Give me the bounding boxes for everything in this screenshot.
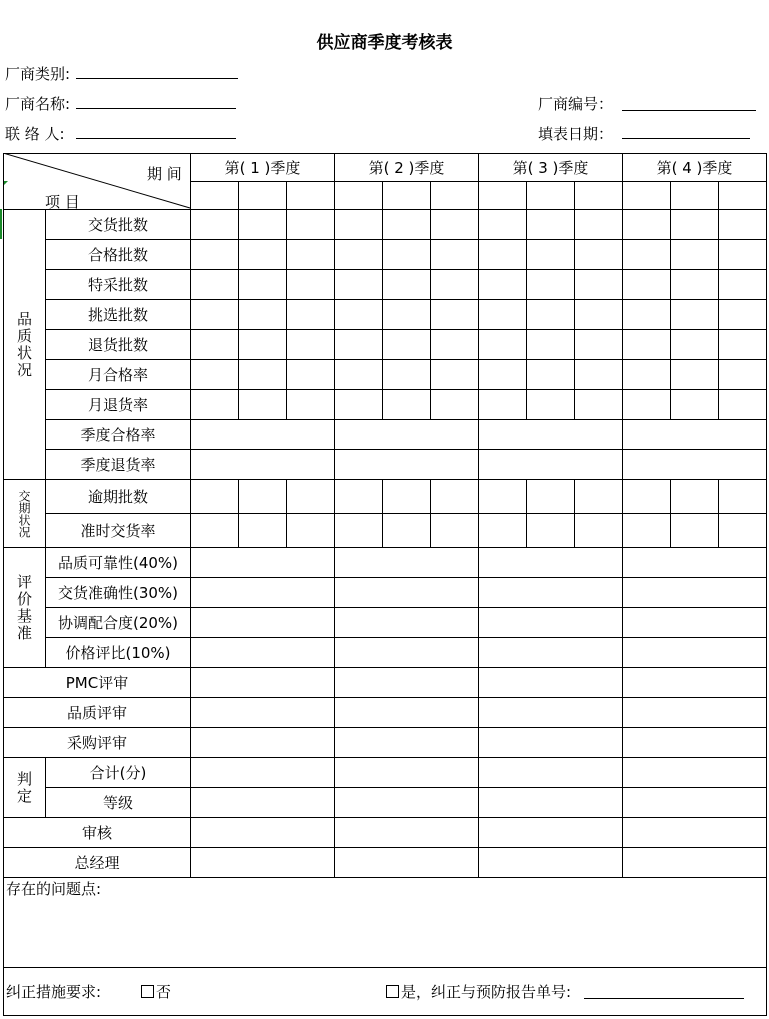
data-cell[interactable] [478, 637, 623, 668]
contact-field[interactable] [76, 138, 236, 139]
data-cell[interactable] [718, 299, 767, 330]
data-cell[interactable] [670, 479, 719, 514]
data-cell[interactable] [526, 513, 575, 548]
delivery-row-label-text: 逾期批数 [87, 488, 148, 506]
corner-item-label: 项 目 [45, 193, 80, 211]
problems-label: 存在的问题点: [6, 880, 102, 898]
data-cell[interactable] [430, 209, 479, 240]
data-cell[interactable] [574, 513, 623, 548]
data-cell[interactable] [478, 299, 527, 330]
review-row-label [3, 727, 191, 758]
data-cell[interactable] [190, 607, 335, 638]
data-cell[interactable] [190, 667, 335, 698]
judge-row-label [45, 787, 191, 818]
data-cell[interactable] [622, 419, 767, 450]
delivery-row-label-text: 准时交货率 [80, 522, 156, 540]
data-cell[interactable] [718, 269, 767, 300]
delivery-row-label [45, 479, 191, 514]
data-cell[interactable] [574, 299, 623, 330]
data-cell[interactable] [238, 269, 287, 300]
data-cell[interactable] [478, 667, 623, 698]
data-cell[interactable] [622, 209, 671, 240]
quality-row-label-text: 退货批数 [87, 336, 148, 354]
data-cell[interactable] [382, 389, 431, 420]
quarter-header-text: 第( 1 )季度 [224, 159, 301, 177]
data-cell[interactable] [334, 757, 479, 788]
data-cell[interactable] [382, 269, 431, 300]
data-cell[interactable] [430, 269, 479, 300]
data-cell[interactable] [622, 299, 671, 330]
data-cell[interactable] [670, 329, 719, 360]
option-yes-text: 是，纠正与预防报告单号: [401, 983, 572, 1001]
data-cell[interactable] [622, 637, 767, 668]
data-cell[interactable] [190, 479, 239, 514]
data-cell[interactable] [526, 269, 575, 300]
data-cell[interactable] [334, 727, 479, 758]
month-cell[interactable] [382, 181, 431, 210]
data-cell[interactable] [526, 299, 575, 330]
data-cell[interactable] [430, 513, 479, 548]
data-cell[interactable] [574, 209, 623, 240]
sign-row-label-text: 审核 [81, 824, 112, 842]
data-cell[interactable] [574, 389, 623, 420]
data-cell[interactable] [478, 359, 527, 390]
eval-row-label [45, 577, 191, 608]
judge-group-label-text: 判定 [15, 770, 33, 805]
data-cell[interactable] [622, 667, 767, 698]
vendor-no-field[interactable] [622, 110, 756, 111]
data-cell[interactable] [526, 359, 575, 390]
quality-row-label-text: 挑选批数 [87, 306, 148, 324]
eval-row-label-text: 交货准确性(30%) [57, 584, 179, 602]
data-cell[interactable] [622, 847, 767, 878]
data-cell[interactable] [670, 389, 719, 420]
data-cell[interactable] [190, 329, 239, 360]
data-cell[interactable] [574, 329, 623, 360]
review-row-label-text: PMC评审 [65, 674, 129, 692]
data-cell[interactable] [622, 817, 767, 848]
data-cell[interactable] [622, 269, 671, 300]
data-cell[interactable] [334, 389, 383, 420]
data-cell[interactable] [334, 479, 383, 514]
data-cell[interactable] [238, 239, 287, 270]
review-row-label [3, 697, 191, 728]
data-cell[interactable] [190, 817, 335, 848]
vendor-type-label: 厂商类别: [5, 65, 71, 83]
data-cell[interactable] [574, 479, 623, 514]
data-cell[interactable] [286, 209, 335, 240]
checkbox-no[interactable] [141, 985, 154, 998]
quality-row-label [45, 359, 191, 390]
quarter-header-text: 第( 3 )季度 [512, 159, 589, 177]
data-cell[interactable] [718, 479, 767, 514]
quality-row-label-text: 月合格率 [87, 366, 148, 384]
data-cell[interactable] [718, 359, 767, 390]
quality-group-label [3, 209, 46, 480]
data-cell[interactable] [718, 239, 767, 270]
quality-row-label [45, 209, 191, 240]
data-cell[interactable] [334, 359, 383, 390]
quarter-header [334, 153, 479, 182]
sign-row-label [3, 817, 191, 848]
data-cell[interactable] [334, 817, 479, 848]
checkbox-yes[interactable] [386, 985, 399, 998]
data-cell[interactable] [478, 209, 527, 240]
data-cell[interactable] [382, 299, 431, 330]
quarter-header [478, 153, 623, 182]
corrective-label: 纠正措施要求: [6, 983, 102, 1001]
data-cell[interactable] [334, 299, 383, 330]
quality-quarter-label-text: 季度退货率 [80, 456, 156, 474]
data-cell[interactable] [190, 209, 239, 240]
data-cell[interactable] [574, 359, 623, 390]
report-no-field[interactable] [584, 998, 744, 999]
month-cell[interactable] [574, 181, 623, 210]
data-cell[interactable] [334, 697, 479, 728]
data-cell[interactable] [190, 577, 335, 608]
data-cell[interactable] [670, 269, 719, 300]
month-cell[interactable] [718, 181, 767, 210]
month-cell[interactable] [430, 181, 479, 210]
eval-group-label [3, 547, 46, 668]
data-cell[interactable] [478, 479, 527, 514]
data-cell[interactable] [238, 359, 287, 390]
data-cell[interactable] [382, 239, 431, 270]
data-cell[interactable] [478, 817, 623, 848]
data-cell[interactable] [430, 359, 479, 390]
month-cell[interactable] [670, 181, 719, 210]
quality-quarter-label [45, 449, 191, 480]
data-cell[interactable] [430, 389, 479, 420]
delivery-group-label-text: 交期状况 [17, 489, 31, 538]
review-row-label [3, 667, 191, 698]
data-cell[interactable] [190, 299, 239, 330]
vendor-name-field[interactable] [76, 108, 236, 109]
data-cell[interactable] [478, 547, 623, 578]
data-cell[interactable] [190, 547, 335, 578]
month-cell[interactable] [286, 181, 335, 210]
contact-label: 联 络 人: [5, 125, 65, 143]
data-cell[interactable] [334, 637, 479, 668]
eval-row-label-text: 价格评比(10%) [65, 644, 171, 662]
data-cell[interactable] [334, 607, 479, 638]
data-cell[interactable] [622, 697, 767, 728]
data-cell[interactable] [286, 329, 335, 360]
data-cell[interactable] [622, 329, 671, 360]
delivery-row-label [45, 513, 191, 548]
data-cell[interactable] [382, 209, 431, 240]
data-cell[interactable] [190, 389, 239, 420]
data-cell[interactable] [526, 389, 575, 420]
data-cell[interactable] [286, 389, 335, 420]
data-cell[interactable] [622, 607, 767, 638]
quality-row-label-text: 月退货率 [87, 396, 148, 414]
quality-row-label-text: 交货批数 [87, 216, 148, 234]
data-cell[interactable] [334, 547, 479, 578]
vendor-type-field[interactable] [76, 78, 238, 79]
data-cell[interactable] [190, 847, 335, 878]
fill-date-field[interactable] [622, 138, 750, 139]
data-cell[interactable] [190, 269, 239, 300]
judge-row-label-text: 合计(分) [89, 764, 147, 782]
eval-row-label [45, 607, 191, 638]
data-cell[interactable] [526, 239, 575, 270]
data-cell[interactable] [478, 787, 623, 818]
data-cell[interactable] [190, 359, 239, 390]
data-cell[interactable] [238, 479, 287, 514]
data-cell[interactable] [190, 787, 335, 818]
month-cell[interactable] [334, 181, 383, 210]
data-cell[interactable] [478, 513, 527, 548]
data-cell[interactable] [622, 547, 767, 578]
data-cell[interactable] [478, 727, 623, 758]
data-cell[interactable] [334, 513, 383, 548]
data-cell[interactable] [190, 239, 239, 270]
data-cell[interactable] [334, 667, 479, 698]
month-cell[interactable] [622, 181, 671, 210]
problems-box[interactable] [3, 877, 767, 968]
data-cell[interactable] [382, 513, 431, 548]
data-cell[interactable] [718, 389, 767, 420]
data-cell[interactable] [478, 389, 527, 420]
data-cell[interactable] [238, 513, 287, 548]
review-row-label-text: 采购评审 [66, 734, 127, 752]
data-cell[interactable] [190, 697, 335, 728]
eval-group-label-text: 评价基准 [15, 573, 33, 642]
quality-row-label [45, 389, 191, 420]
month-cell[interactable] [526, 181, 575, 210]
data-cell[interactable] [670, 299, 719, 330]
judge-row-label [45, 757, 191, 788]
data-cell[interactable] [670, 513, 719, 548]
option-no[interactable] [141, 981, 171, 1002]
data-cell[interactable] [622, 727, 767, 758]
eval-row-label-text: 品质可靠性(40%) [57, 554, 179, 572]
selection-marker [0, 209, 2, 239]
data-cell[interactable] [190, 757, 335, 788]
review-row-label-text: 品质评审 [66, 704, 127, 722]
data-cell[interactable] [286, 239, 335, 270]
quality-group-label-text: 品质状况 [15, 310, 33, 379]
data-cell[interactable] [622, 513, 671, 548]
judge-row-label-text: 等级 [102, 794, 133, 812]
quality-row-label [45, 239, 191, 270]
data-cell[interactable] [478, 449, 623, 480]
vendor-no-label: 厂商编号： [538, 95, 614, 113]
eval-row-label [45, 637, 191, 668]
quality-row-label-text: 特采批数 [87, 276, 148, 294]
data-cell[interactable] [286, 299, 335, 330]
data-cell[interactable] [478, 757, 623, 788]
quality-row-label-text: 合格批数 [87, 246, 148, 264]
data-cell[interactable] [238, 209, 287, 240]
data-cell[interactable] [670, 239, 719, 270]
data-cell[interactable] [382, 479, 431, 514]
quality-row-label [45, 299, 191, 330]
data-cell[interactable] [190, 449, 335, 480]
data-cell[interactable] [478, 697, 623, 728]
data-cell[interactable] [622, 359, 671, 390]
data-cell[interactable] [574, 269, 623, 300]
data-cell[interactable] [382, 359, 431, 390]
fill-date-label: 填表日期： [538, 125, 614, 143]
data-cell[interactable] [238, 389, 287, 420]
quarter-header-text: 第( 4 )季度 [656, 159, 733, 177]
month-cell[interactable] [190, 181, 239, 210]
data-cell[interactable] [622, 239, 671, 270]
data-cell[interactable] [382, 329, 431, 360]
data-cell[interactable] [334, 209, 383, 240]
data-cell[interactable] [190, 419, 335, 450]
month-cell[interactable] [238, 181, 287, 210]
data-cell[interactable] [526, 479, 575, 514]
data-cell[interactable] [334, 239, 383, 270]
data-cell[interactable] [334, 449, 479, 480]
data-cell[interactable] [622, 577, 767, 608]
data-cell[interactable] [478, 607, 623, 638]
data-cell[interactable] [526, 209, 575, 240]
data-cell[interactable] [478, 847, 623, 878]
data-cell[interactable] [526, 329, 575, 360]
data-cell[interactable] [286, 479, 335, 514]
data-cell[interactable] [190, 727, 335, 758]
option-no-text: 否 [156, 983, 172, 1001]
data-cell[interactable] [430, 329, 479, 360]
quality-row-label [45, 269, 191, 300]
data-cell[interactable] [430, 479, 479, 514]
month-cell[interactable] [478, 181, 527, 210]
data-cell[interactable] [334, 419, 479, 450]
data-cell[interactable] [478, 269, 527, 300]
corner-period-label: 期 间 [147, 165, 182, 183]
judge-group-label [3, 757, 46, 818]
data-cell[interactable] [334, 847, 479, 878]
data-cell[interactable] [286, 513, 335, 548]
data-cell[interactable] [190, 637, 335, 668]
data-cell[interactable] [334, 787, 479, 818]
quality-row-label [45, 329, 191, 360]
eval-row-label-text: 协调配合度(20%) [57, 614, 179, 632]
data-cell[interactable] [670, 209, 719, 240]
data-cell[interactable] [622, 787, 767, 818]
quarter-header [190, 153, 335, 182]
quality-quarter-label [45, 419, 191, 450]
data-cell[interactable] [334, 329, 383, 360]
sign-row-label [3, 847, 191, 878]
quarter-header-text: 第( 2 )季度 [368, 159, 445, 177]
delivery-group-label [3, 479, 46, 548]
option-yes[interactable] [386, 981, 571, 1002]
data-cell[interactable] [478, 577, 623, 608]
data-cell[interactable] [622, 479, 671, 514]
page-title: 供应商季度考核表 [316, 33, 453, 53]
data-cell[interactable] [718, 329, 767, 360]
data-cell[interactable] [478, 329, 527, 360]
eval-row-label [45, 547, 191, 578]
data-cell[interactable] [238, 329, 287, 360]
data-cell[interactable] [190, 513, 239, 548]
data-cell[interactable] [430, 239, 479, 270]
quality-quarter-label-text: 季度合格率 [80, 426, 156, 444]
data-cell[interactable] [238, 299, 287, 330]
data-cell[interactable] [334, 577, 479, 608]
data-cell[interactable] [430, 299, 479, 330]
vendor-name-label: 厂商名称: [5, 95, 71, 113]
data-cell[interactable] [478, 239, 527, 270]
data-cell[interactable] [286, 269, 335, 300]
corrective-row [3, 967, 767, 1016]
data-cell[interactable] [622, 389, 671, 420]
quarter-header [622, 153, 767, 182]
data-cell[interactable] [334, 269, 383, 300]
data-cell[interactable] [574, 239, 623, 270]
sign-row-label-text: 总经理 [74, 854, 120, 872]
data-cell[interactable] [718, 209, 767, 240]
data-cell[interactable] [718, 513, 767, 548]
data-cell[interactable] [286, 359, 335, 390]
data-cell[interactable] [622, 757, 767, 788]
data-cell[interactable] [478, 419, 623, 450]
data-cell[interactable] [670, 359, 719, 390]
data-cell[interactable] [622, 449, 767, 480]
